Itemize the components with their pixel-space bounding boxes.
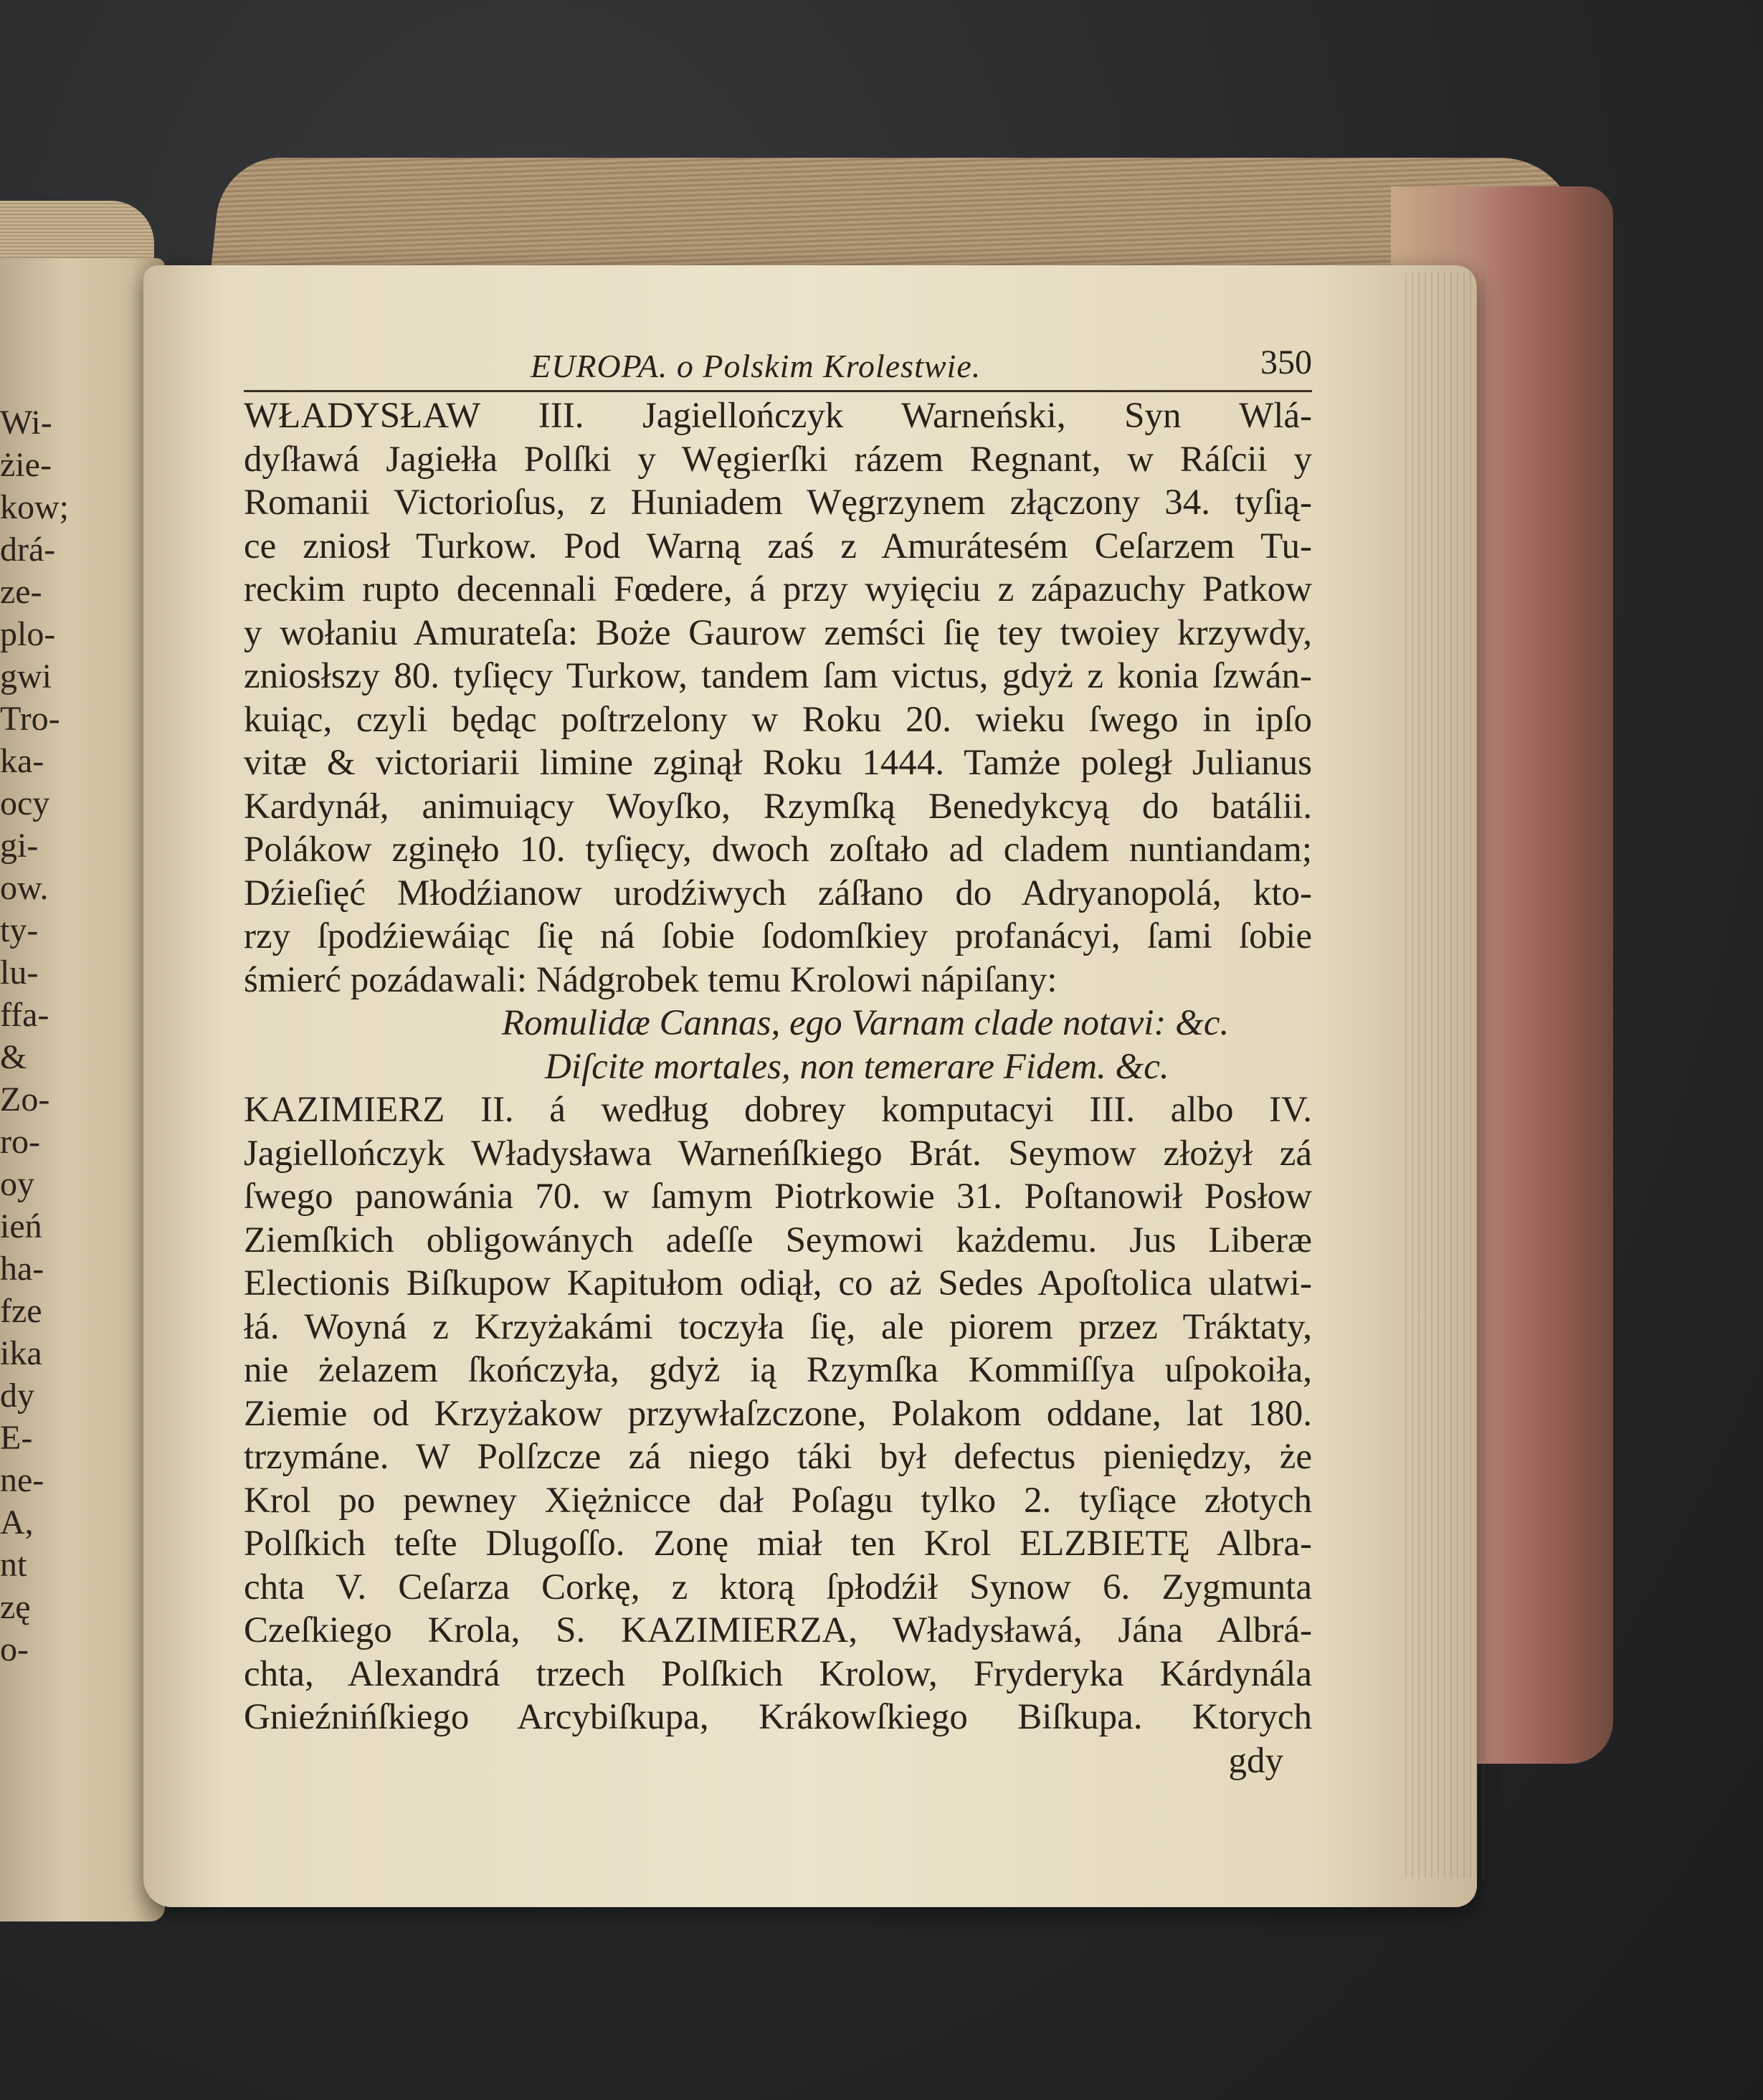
left-fragment-line: ro- — [0, 1123, 40, 1161]
epitaph-line: Diſcite mortales, non temerare Fidem. &c. — [545, 1046, 1169, 1087]
text-line: Ziemſkich obligowánych adeſſe Seymowi każdemu. Jus Liberæ — [244, 1220, 1312, 1260]
text-line: KAZIMIERZ II. á według dobrey komputacyi III. albo IV. — [244, 1090, 1312, 1130]
left-fragment-line: ffa- — [0, 996, 49, 1034]
running-header — [244, 337, 1312, 394]
left-fragment-line: ne- — [0, 1461, 44, 1499]
left-fragment-line: fze — [0, 1292, 42, 1330]
left-fragment-line: dy — [0, 1377, 34, 1415]
text-line: Polákow zginęło 10. tyſięcy, dwoch zoſtało ad cladem nuntiandam; — [244, 830, 1312, 870]
left-fragment-line: Tro- — [0, 700, 60, 738]
left-fragment-line: drá- — [0, 531, 56, 569]
left-fragment-line: ień — [0, 1207, 42, 1245]
text-line: łá. Woyná z Krzyżakámi toczyła ſię, ale piorem przez Tráktaty, — [244, 1306, 1312, 1347]
left-fragment-line: Zo- — [0, 1080, 50, 1118]
epitaph-line: Romulidæ Cannas, ego Varnam clade notavi: &c. — [502, 1003, 1230, 1043]
text-line: dyſławá Jagiełła Polſki y Węgierſki rázem Regnant, w Ráſcii y — [244, 439, 1312, 480]
left-fragment-line: o- — [0, 1630, 29, 1668]
text-line: kuiąc, czyli będąc poſtrzelony w Roku 20. wieku ſwego in ipſo — [244, 699, 1312, 740]
left-fragment-line: nt — [0, 1546, 27, 1584]
text-line: rzy ſpodźiewáiąc ſię ná ſobie ſodomſkiey profanácyi, ſami ſobie — [244, 916, 1312, 956]
text-line: Kardynáł, animuiący Woyſko, Rzymſką Benedykcyą do batálii. — [244, 786, 1312, 827]
left-fragment-line: lu- — [0, 954, 39, 992]
left-fragment-line: Wi- — [0, 404, 52, 442]
text-line: ſwego panowánia 70. w ſamym Piotrkowie 31. Poſtanowił Posłow — [244, 1177, 1312, 1217]
epitaph — [244, 1002, 1312, 1088]
text-line: nie żelazem ſkończyła, gdyż ią Rzymſka Kommiſſya uſpokoiła, — [244, 1350, 1312, 1390]
page-text — [244, 337, 1312, 1782]
page-number: 350 — [1260, 343, 1312, 381]
left-fragment-line: ow. — [0, 869, 49, 907]
left-fragment-line: A, — [0, 1503, 34, 1541]
left-fragment-line: & — [0, 1038, 27, 1076]
left-fragment-line: ocy — [0, 784, 50, 822]
text-line: chta V. Ceſarza Corkę, z ktorą ſpłodźił Synow 6. Zygmunta — [244, 1567, 1312, 1607]
text-line: zniosłszy 80. tyſięcy Turkow, tandem ſam victus, gdyż z konia ſzwán- — [244, 656, 1312, 696]
text-line: Gnieźnińſkiego Arcybiſkupa, Krákowſkiego Biſkupa. Ktorych — [244, 1697, 1312, 1737]
paragraph-kazimierz — [244, 1088, 1312, 1739]
text-line: Jagiellończyk Władysława Warneńſkiego Brát. Seymow złożył zá — [244, 1133, 1312, 1174]
left-fragment-line: ha- — [0, 1250, 44, 1288]
left-fragment-line: ze- — [0, 573, 42, 611]
left-fragment-line: gwi — [0, 657, 52, 695]
text-line: Dźieſięć Młodźianow urodźiwych záſłano do Adryanopolá, kto- — [244, 873, 1312, 913]
text-line: Electionis Biſkupow Kapitułom odiął, co aż Sedes Apoſtolica ulatwi- — [244, 1263, 1312, 1303]
text-line: reckim rupto decennali Fœdere, á przy wyięciu z zápazuchy Patkow — [244, 569, 1312, 609]
paragraph-wladyslaw — [244, 394, 1312, 1002]
left-fragment-line: gi- — [0, 827, 39, 865]
text-line: vitæ & victoriarii limine zginął Roku 1444. Tamże poległ Julianus — [244, 743, 1312, 783]
text-line: śmierć pozádawali: Nádgrobek temu Krolowi nápiſany: — [244, 959, 1058, 1000]
text-line: Ziemie od Krzyżakow przywłaſzczone, Polakom oddane, lat 180. — [244, 1393, 1312, 1434]
text-line: ce zniosł Turkow. Pod Warną zaś z Amurátesém Ceſarzem Tu- — [244, 526, 1312, 566]
left-fragment-line: zę — [0, 1588, 31, 1626]
text-line: Czeſkiego Krola, S. KAZIMIERZA, Władysławá, Jána Albrá- — [244, 1610, 1312, 1650]
left-fragment-line: żie- — [0, 446, 52, 484]
text-line: chta, Alexandrá trzech Polſkich Krolow, Fryderyka Kárdynála — [244, 1653, 1312, 1694]
catchword: gdy — [1228, 1740, 1283, 1781]
header-title: EUROPA. o Polskim Krolestwie. — [531, 348, 982, 384]
left-fragment-line: ty- — [0, 911, 39, 949]
header-rule — [244, 390, 1312, 392]
left-fragment-line: oy — [0, 1165, 34, 1203]
text-line: y wołaniu Amurateſa: Boże Gaurow zemści ſię tey twoiey krzywdy, — [244, 612, 1312, 653]
left-page-text-fragment — [0, 402, 86, 1671]
text-line: WŁADYSŁAW III. Jagiellończyk Warneński, Syn Wlá- — [244, 396, 1312, 436]
left-fragment-line: kow; — [0, 488, 69, 526]
left-fragment-line: ka- — [0, 742, 44, 780]
text-line: Romanii Victorioſus, z Huniadem Węgrzynem złączony 34. tyſią- — [244, 483, 1312, 523]
text-line: trzymáne. W Polſzcze zá niego táki był defectus pieniędzy, że — [244, 1437, 1312, 1477]
left-fragment-line: ika — [0, 1334, 42, 1372]
text-line: Krol po pewney Xiężnicce dał Poſagu tylko 2. tyſiące złotych — [244, 1480, 1312, 1521]
left-fragment-line: E- — [0, 1419, 33, 1457]
left-fragment-line: plo- — [0, 615, 56, 653]
text-line: Polſkich teſte Dlugoſſo. Zonę miał ten Krol ELZBIETĘ Albra- — [244, 1524, 1312, 1564]
page-edge-lines — [1405, 272, 1484, 1878]
